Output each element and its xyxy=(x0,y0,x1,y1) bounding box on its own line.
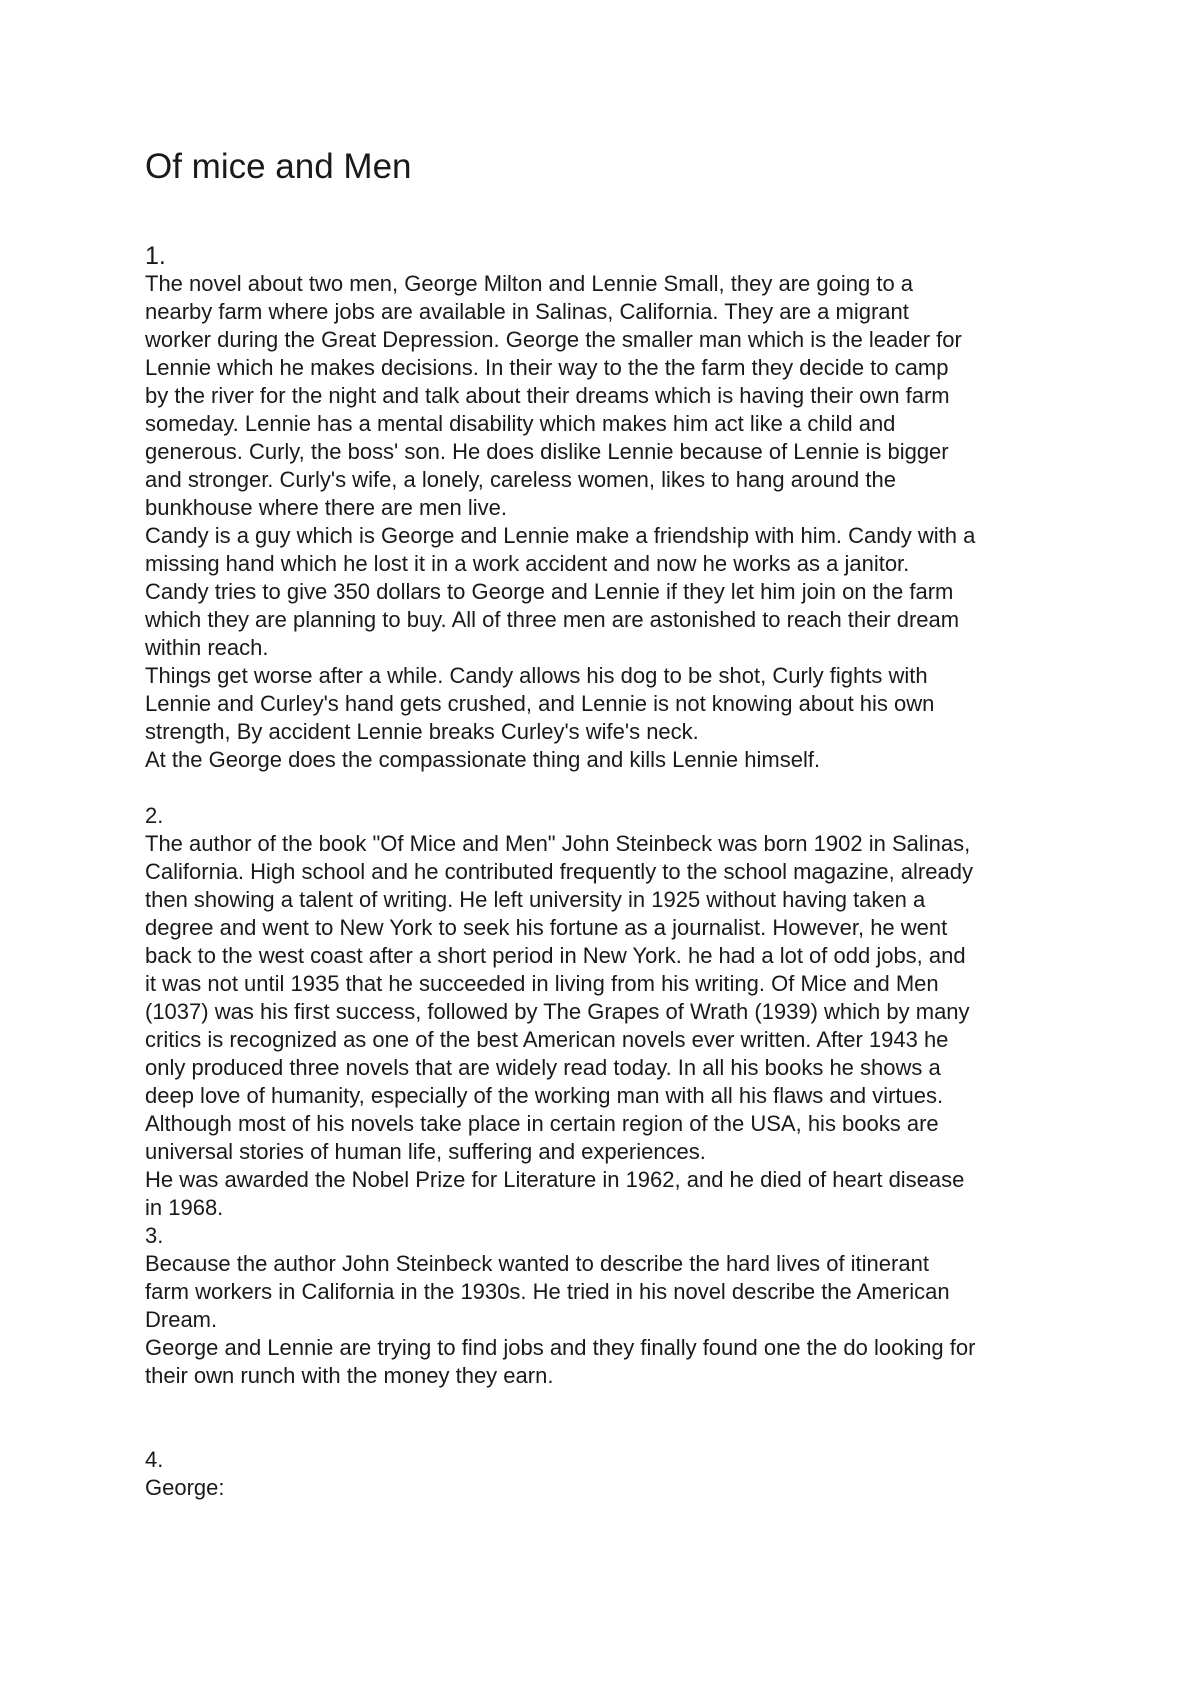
text-line: 3. xyxy=(145,1223,164,1248)
text-line: missing hand which he lost it in a work accident and now he works as a janitor. xyxy=(145,551,910,576)
text-line: The author of the book "Of Mice and Men" John Steinbeck was born 1902 in Salinas, xyxy=(145,831,971,856)
text-line: their own runch with the money they earn. xyxy=(145,1363,554,1388)
text-line: and stronger. Curly's wife, a lonely, careless women, likes to hang around the xyxy=(145,467,896,492)
text-line: Things get worse after a while. Candy allows his dog to be shot, Curly fights with xyxy=(145,663,928,688)
text-line: back to the west coast after a short period in New York. he had a lot of odd jobs, and xyxy=(145,943,966,968)
text-line: Because the author John Steinbeck wanted to describe the hard lives of itinerant xyxy=(145,1251,929,1276)
text-line xyxy=(145,774,1085,802)
text-line: in 1968. xyxy=(145,1195,224,1220)
text-line xyxy=(145,1418,1085,1446)
text-line: Candy tries to give 350 dollars to George and Lennie if they let him join on the farm xyxy=(145,579,954,604)
text-line xyxy=(145,1390,1085,1418)
text-line: worker during the Great Depression. George the smaller man which is the leader for xyxy=(145,327,962,352)
text-line: generous. Curly, the boss' son. He does dislike Lennie because of Lennie is bigger xyxy=(145,439,949,464)
text-line: The novel about two men, George Milton and Lennie Small, they are going to a xyxy=(145,271,914,296)
text-line: At the George does the compassionate thing and kills Lennie himself. xyxy=(145,747,821,772)
text-line: George and Lennie are trying to find jobs and they finally found one the do looking for xyxy=(145,1335,976,1360)
text-line: 1. xyxy=(145,242,166,270)
text-line: 4. xyxy=(145,1447,164,1472)
text-line: Lennie which he makes decisions. In their way to the the farm they decide to camp xyxy=(145,355,949,380)
text-line: by the river for the night and talk about their dreams which is having their own farm xyxy=(145,383,950,408)
document-title: Of mice and Men xyxy=(145,147,412,186)
text-line: bunkhouse where there are men live. xyxy=(145,495,507,520)
text-line: (1037) was his first success, followed by The Grapes of Wrath (1939) which by many xyxy=(145,999,970,1024)
text-line: degree and went to New York to seek his fortune as a journalist. However, he went xyxy=(145,915,948,940)
text-line: Although most of his novels take place in certain region of the USA, his books are xyxy=(145,1111,939,1136)
text-line: which they are planning to buy. All of three men are astonished to reach their dream xyxy=(145,607,960,632)
text-line: someday. Lennie has a mental disability which makes him act like a child and xyxy=(145,411,896,436)
text-line: Lennie and Curley's hand gets crushed, and Lennie is not knowing about his own xyxy=(145,691,935,716)
text-line: strength, By accident Lennie breaks Curley's wife's neck. xyxy=(145,719,699,744)
text-line: deep love of humanity, especially of the working man with all his flaws and virtues. xyxy=(145,1083,944,1108)
text-line: farm workers in California in the 1930s. He tried in his novel describe the American xyxy=(145,1279,950,1304)
document-body xyxy=(145,242,1085,1502)
text-line: critics is recognized as one of the best American novels ever written. After 1943 he xyxy=(145,1027,949,1052)
text-line: then showing a talent of writing. He left university in 1925 without having taken a xyxy=(145,887,926,912)
text-line: nearby farm where jobs are available in Salinas, California. They are a migrant xyxy=(145,299,909,324)
text-line: Candy is a guy which is George and Lennie make a friendship with him. Candy with a xyxy=(145,523,976,548)
text-line: George: xyxy=(145,1475,225,1500)
text-line: Dream. xyxy=(145,1307,218,1332)
text-line: within reach. xyxy=(145,635,269,660)
text-line: 2. xyxy=(145,803,164,828)
text-line: universal stories of human life, suffering and experiences. xyxy=(145,1139,706,1164)
text-line: California. High school and he contributed frequently to the school magazine, already xyxy=(145,859,973,884)
text-line: He was awarded the Nobel Prize for Literature in 1962, and he died of heart disease xyxy=(145,1167,965,1192)
text-line: only produced three novels that are widely read today. In all his books he shows a xyxy=(145,1055,941,1080)
text-line: it was not until 1935 that he succeeded in living from his writing. Of Mice and Men xyxy=(145,971,939,996)
